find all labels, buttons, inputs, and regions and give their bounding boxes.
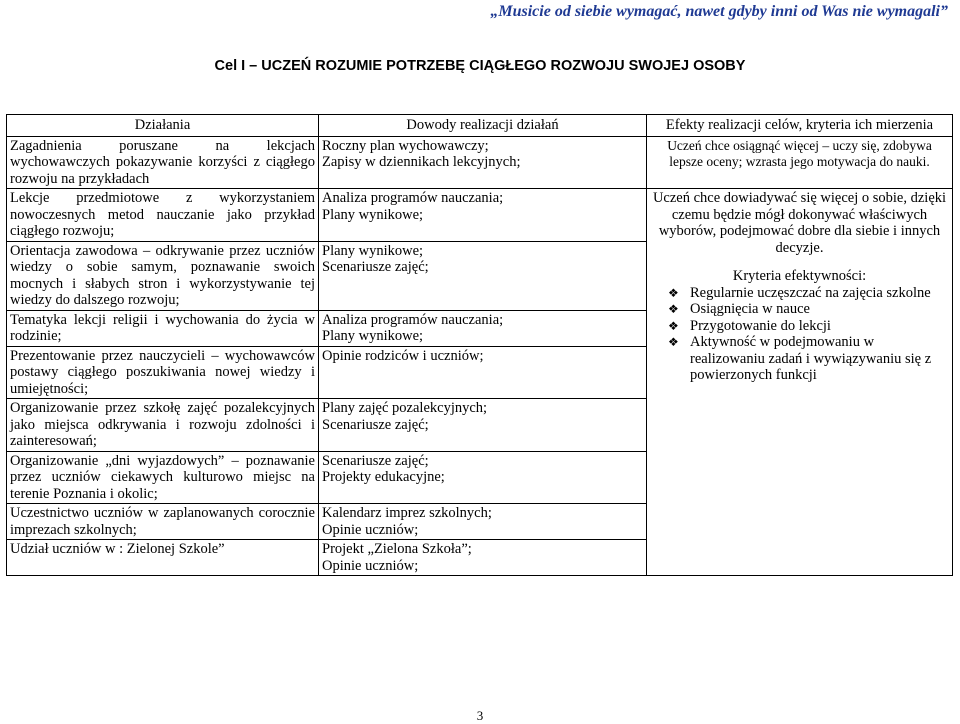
evidence-line: Analiza programów nauczania; bbox=[322, 311, 504, 328]
criteria-list bbox=[650, 285, 949, 384]
evidence-cell bbox=[319, 136, 647, 189]
column-header-evidence: Dowody realizacji działań bbox=[319, 115, 647, 137]
evidence-line: Projekt „Zielona Szkoła”; bbox=[322, 541, 472, 557]
effect-criteria-cell bbox=[647, 189, 953, 576]
evidence-line: Roczny plan wychowawczy; bbox=[322, 137, 489, 154]
column-header-effects: Efekty realizacji celów, kryteria ich mierzenia bbox=[647, 115, 953, 137]
evidence-cell bbox=[319, 241, 647, 310]
evidence-line: Opinie uczniów; bbox=[322, 557, 419, 574]
action-cell: Udział uczniów w : Zielonej Szkole” bbox=[7, 540, 319, 576]
document-motto: „Musicie od siebie wymagać, nawet gdyby inni od Was nie wymagali” bbox=[490, 3, 948, 20]
criteria-item bbox=[668, 334, 949, 384]
effect-text: Uczeń chce osiągnąć więcej – uczy się, zdobywa lepsze oceny; wzrasta jego motywacja do nauki. bbox=[667, 137, 932, 169]
evidence-line: Plany wynikowe; bbox=[322, 206, 424, 223]
action-cell: Zagadnienia poruszane na lekcjach wychowawczych pokazywanie korzyści z ciągłego rozwoju na przykładach bbox=[7, 136, 319, 189]
criteria-text: Aktywność w podejmowaniu w realizowaniu zadań i wywiązywaniu się z powierzonych funkcji bbox=[690, 334, 932, 383]
evidence-cell bbox=[319, 451, 647, 504]
table-row bbox=[7, 189, 953, 242]
evidence-line: Opinie uczniów; bbox=[322, 521, 419, 538]
criteria-item bbox=[668, 301, 949, 318]
plan-table bbox=[6, 114, 953, 576]
criteria-text: Regularnie uczęszczać na zajęcia szkolne bbox=[690, 284, 931, 301]
effect-text: Uczeń chce dowiadywać się więcej o sobie, dzięki czemu będzie mógł dokonywać właściwych wyborów, podejmować dobre dla siebie i innych decyzje. bbox=[652, 190, 947, 256]
evidence-cell bbox=[319, 189, 647, 242]
action-cell: Uczestnictwo uczniów w zaplanowanych corocznie imprezach szkolnych; bbox=[7, 504, 319, 540]
action-cell: Prezentowanie przez nauczycieli – wychowawców postawy ciągłego poszukiwania nowej wiedzy i umiejętności; bbox=[7, 346, 319, 399]
action-cell: Organizowanie przez szkołę zajęć pozalekcyjnych jako miejsca odkrywania i rozwoju zdolności i zainteresowań; bbox=[7, 399, 319, 452]
diamond-bullet-icon: ❖ bbox=[668, 335, 679, 349]
column-header-actions: Działania bbox=[7, 115, 319, 137]
evidence-line: Analiza programów nauczania; bbox=[322, 190, 504, 206]
table-row bbox=[7, 136, 953, 189]
criteria-label: Kryteria efektywności: bbox=[732, 268, 867, 284]
criteria-text: Przygotowanie do lekcji bbox=[690, 317, 831, 334]
evidence-line: Scenariusze zajęć; bbox=[322, 416, 429, 433]
evidence-cell bbox=[319, 504, 647, 540]
criteria-item bbox=[668, 318, 949, 335]
evidence-line: Plany wynikowe; bbox=[322, 328, 424, 344]
evidence-line: Scenariusze zajęć; bbox=[322, 452, 429, 469]
diamond-bullet-icon: ❖ bbox=[668, 285, 679, 300]
action-cell: Orientacja zawodowa – odkrywanie przez uczniów wiedzy o sobie samym, poznawanie swoich mocnych i słabych stron i wykorzystywanie tej wiedzy do dalszego rozwoju; bbox=[7, 241, 319, 310]
effect-cell bbox=[647, 136, 953, 189]
action-cell: Lekcje przedmiotowe z wykorzystaniem nowoczesnych metod nauczanie jako przykład ciągłego rozwoju; bbox=[7, 189, 319, 242]
page-number: 3 bbox=[476, 708, 484, 723]
action-cell: Tematyka lekcji religii i wychowania do życia w rodzinie; bbox=[7, 310, 319, 346]
goal-title: Cel I – UCZEŃ ROZUMIE POTRZEBĘ CIĄGŁEGO ROZWOJU SWOJEJ OSOBY bbox=[214, 58, 746, 74]
diamond-bullet-icon: ❖ bbox=[668, 318, 679, 333]
evidence-cell bbox=[319, 310, 647, 346]
evidence-line: Zapisy w dziennikach lekcyjnych; bbox=[322, 154, 521, 170]
evidence-line: Plany zajęć pozalekcyjnych; bbox=[322, 400, 488, 416]
evidence-line: Scenariusze zajęć; bbox=[322, 259, 429, 275]
evidence-line: Opinie rodziców i uczniów; bbox=[322, 347, 484, 364]
criteria-item bbox=[668, 285, 949, 302]
evidence-line: Plany wynikowe; bbox=[322, 242, 424, 259]
evidence-cell bbox=[319, 346, 647, 399]
diamond-bullet-icon: ❖ bbox=[668, 302, 679, 316]
table-header-row bbox=[7, 115, 953, 137]
evidence-cell bbox=[319, 399, 647, 452]
evidence-line: Kalendarz imprez szkolnych; bbox=[322, 505, 492, 521]
evidence-line: Projekty edukacyjne; bbox=[322, 469, 445, 485]
evidence-cell bbox=[319, 540, 647, 576]
action-cell: Organizowanie „dni wyjazdowych” – poznawanie przez uczniów ciekawych kulturowo miejsc na terenie Poznania i okolic; bbox=[7, 451, 319, 504]
criteria-text: Osiągnięcia w nauce bbox=[690, 301, 810, 317]
